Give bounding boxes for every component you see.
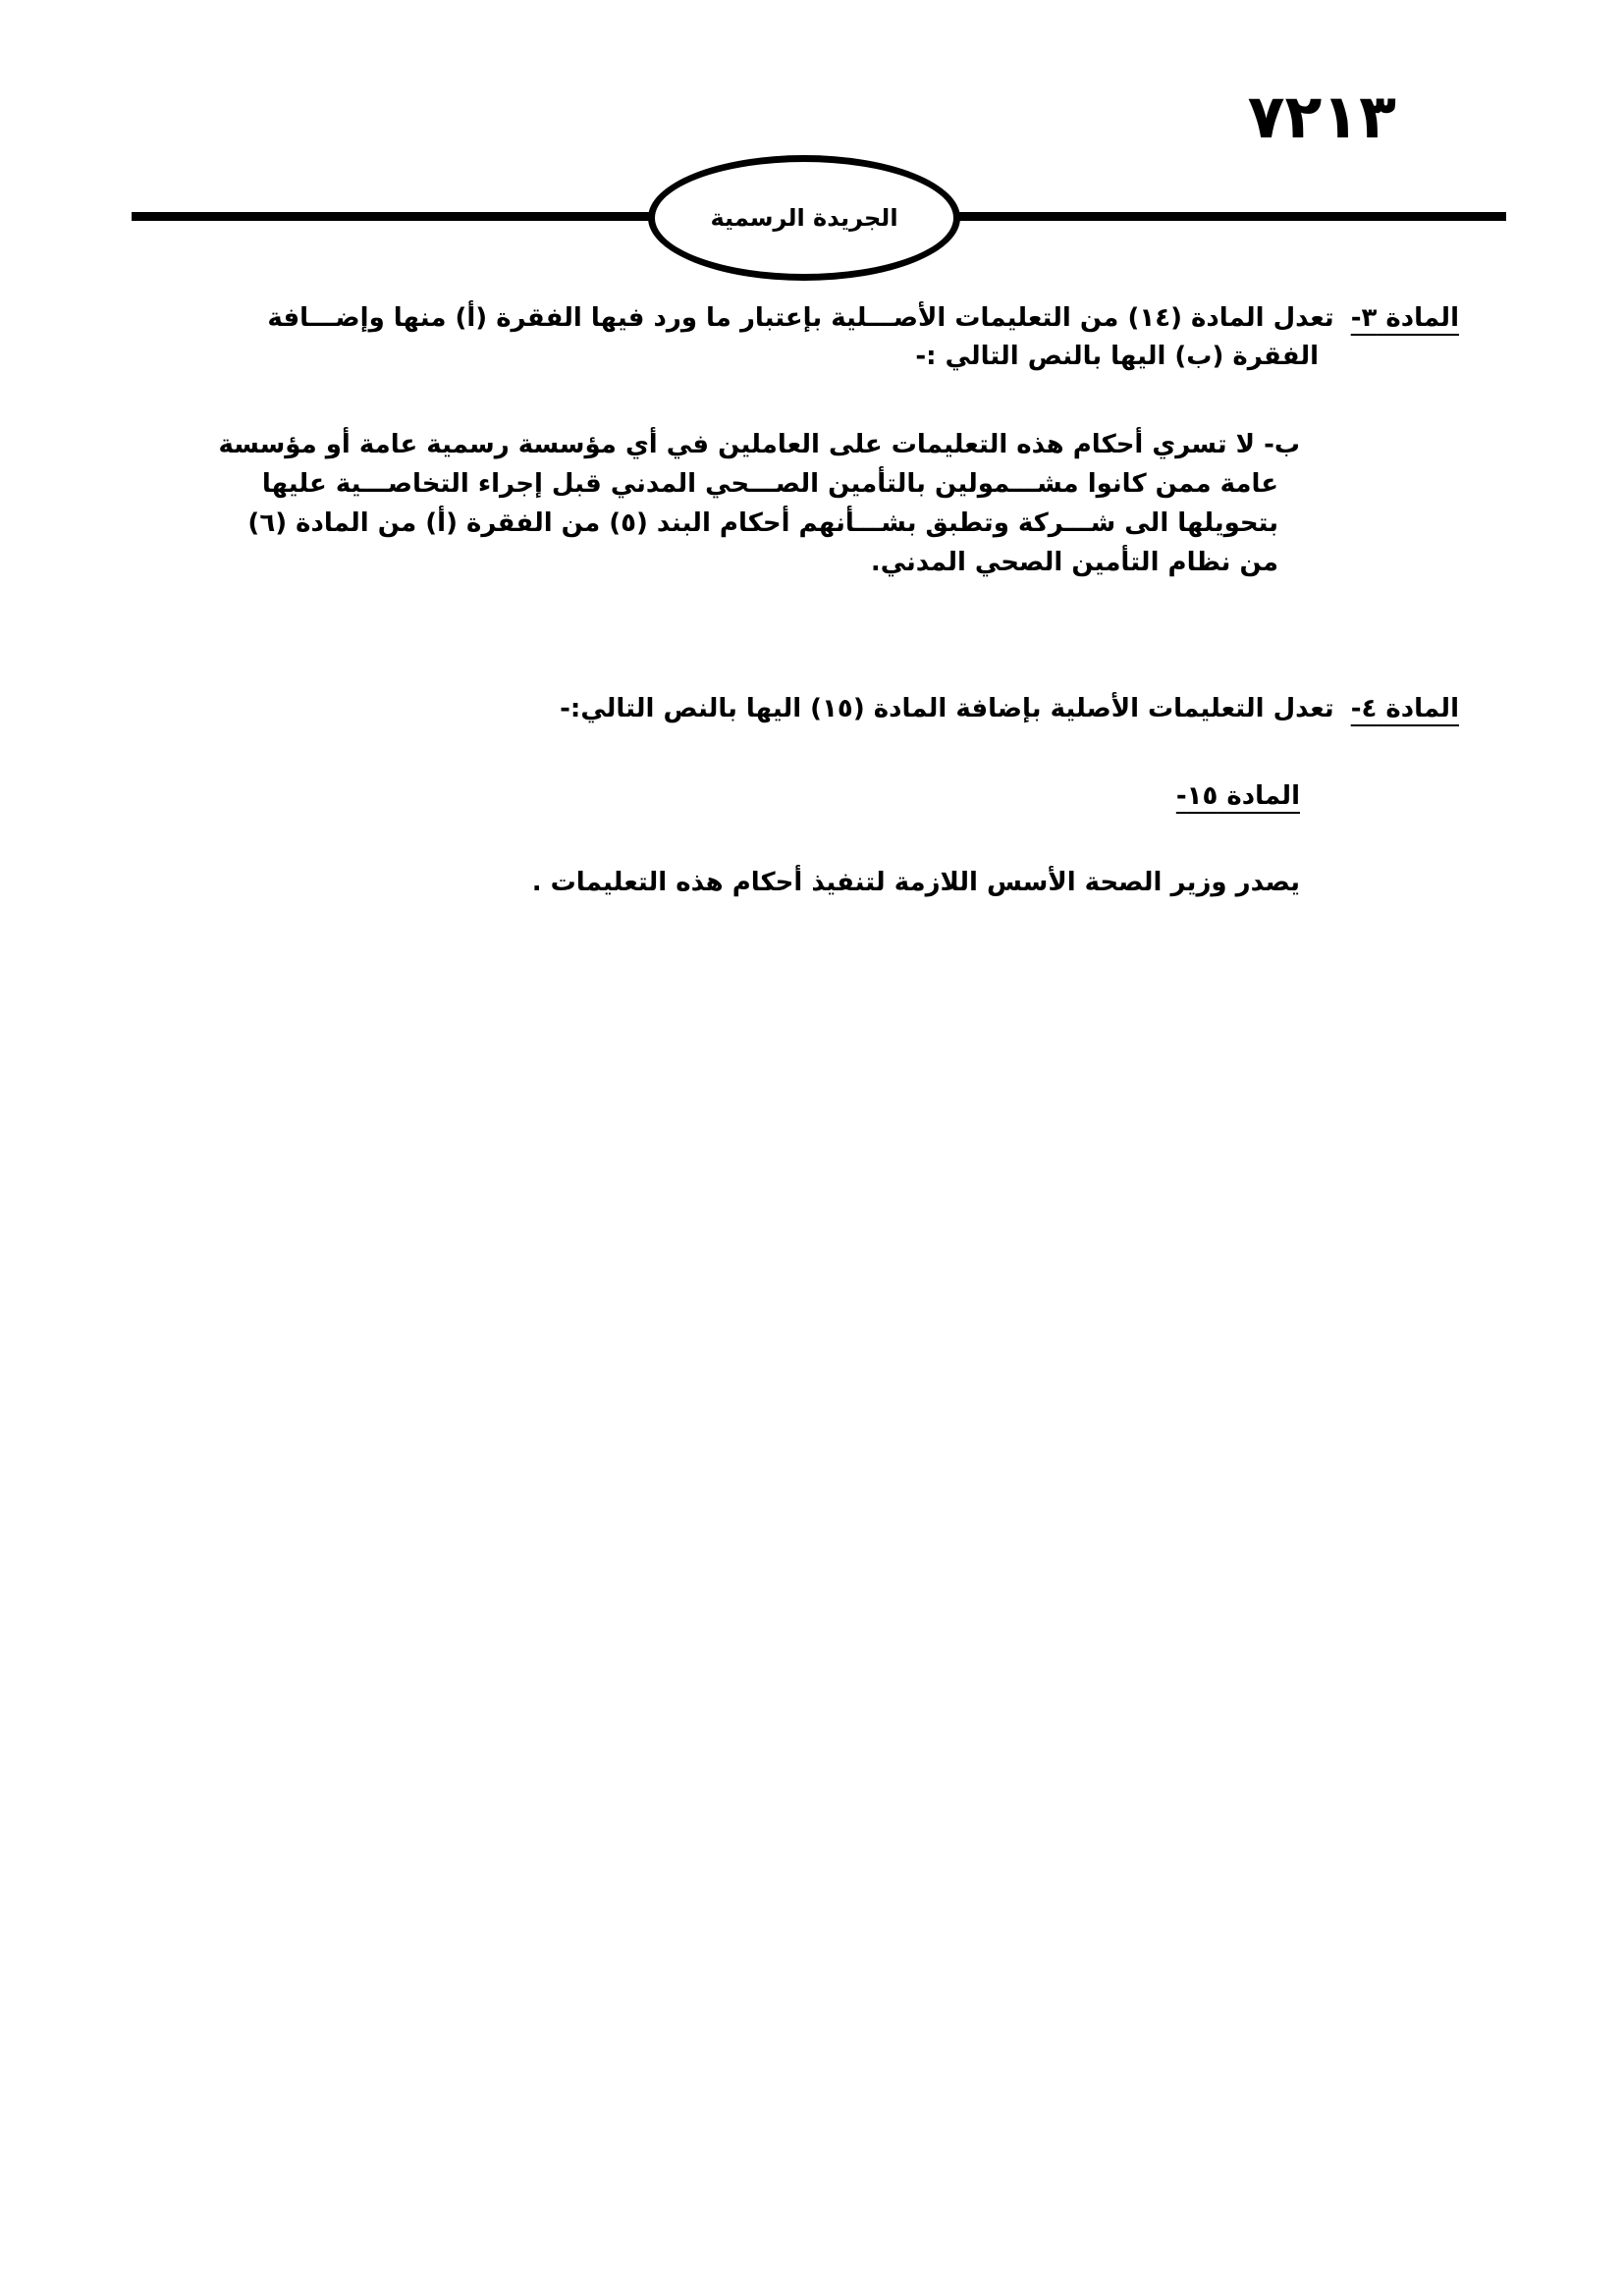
article-3-line-1: تعدل المادة (١٤) من التعليمات الأصـــلية بإعتبار ما ورد فيها الفقرة (أ) منها وإضـــافة (267, 303, 1334, 333)
paragraph-b-line-2: عامة ممن كانوا مشـــمولين بالتأمين الصـــحي المدني قبل إجراء التخاصـــية عليها (261, 469, 1278, 499)
article-4-heading-line (183, 690, 1459, 728)
paragraph-b-line-3: بتحويلها الى شـــركة وتطبق بشـــأنهم أحكام البند (٥) من الفقرة (أ) من المادة (٦) (247, 508, 1278, 538)
article-3-heading-line (183, 299, 1459, 338)
paragraph-b-line-4: من نظام التأمين الصحي المدني. (870, 548, 1278, 577)
article-4-text: تعدل التعليمات الأصلية بإضافة المادة (١٥) اليها بالنص التالي:- (560, 694, 1334, 723)
article-3-paragraph-b (220, 425, 1300, 582)
article-4 (183, 690, 1459, 728)
article-15-text: يصدر وزير الصحة الأسس اللازمة لتنفيذ أحكام هذه التعليمات . (531, 868, 1300, 897)
article-3-line-2: الفقرة (ب) اليها بالنص التالي :- (915, 342, 1319, 371)
article-15-text-block (220, 864, 1300, 902)
paragraph-b-line-1: ب- لا تسري أحكام هذه التعليمات على العاملين في أي مؤسسة رسمية عامة أو مؤسسة (218, 430, 1300, 459)
article-15-label: المادة ١٥- (1175, 781, 1300, 811)
gazette-title: الجريدة الرسمية (710, 204, 898, 232)
header-oval (648, 155, 960, 281)
article-3-label: المادة ٣- (1350, 303, 1459, 333)
article-4-label: المادة ٤- (1350, 694, 1459, 723)
article-15-label-block (711, 777, 1300, 816)
article-3 (183, 299, 1459, 376)
page-number: ٧٢١٣ (1247, 80, 1396, 152)
